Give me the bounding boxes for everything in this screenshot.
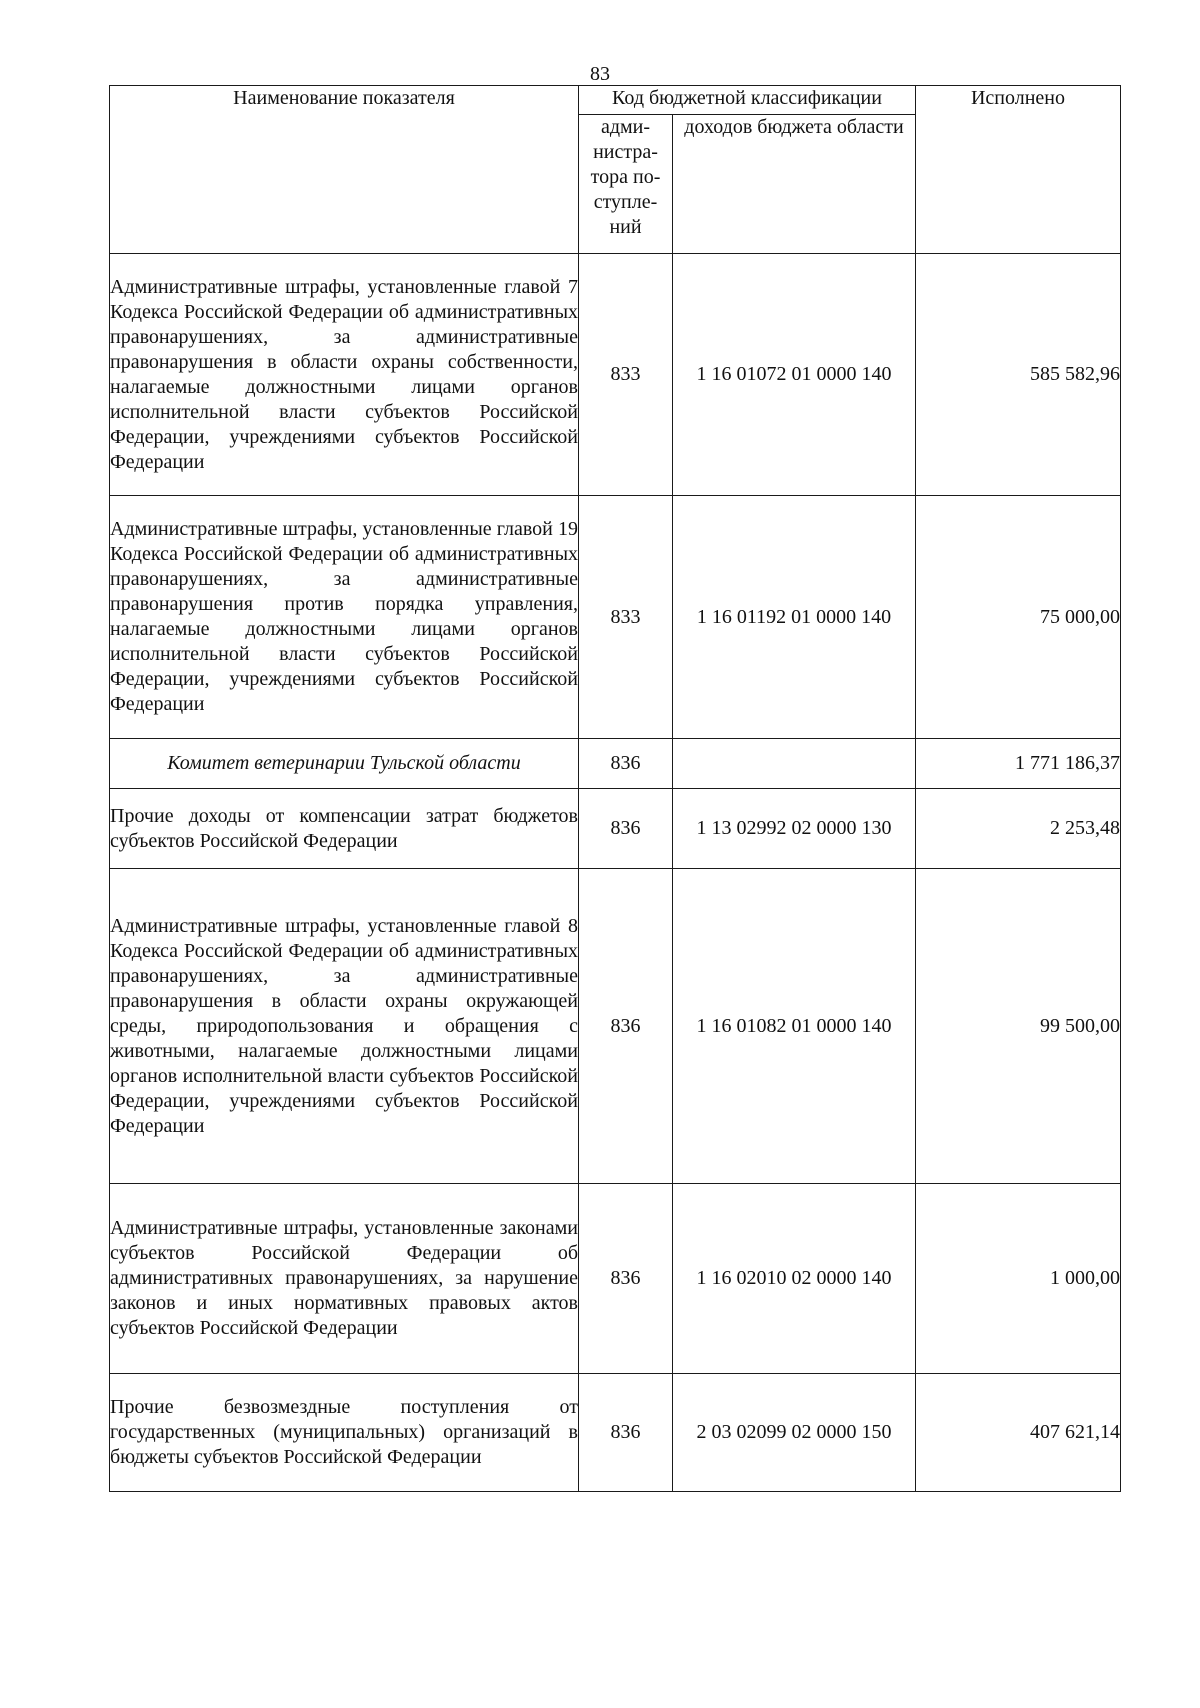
row-income-code	[673, 739, 916, 789]
header-executed: Исполнено	[916, 86, 1121, 254]
table-row	[110, 1184, 1121, 1374]
header-name: Наименование показателя	[110, 86, 579, 254]
table-row	[110, 254, 1121, 496]
row-admin-code: 836	[579, 789, 673, 869]
row-executed: 585 582,96	[916, 254, 1121, 496]
header-code-group: Код бюджетной классификации	[579, 86, 916, 115]
row-admin-code: 833	[579, 496, 673, 739]
row-income-code: 1 13 02992 02 0000 130	[673, 789, 916, 869]
row-income-code: 2 03 02099 02 0000 150	[673, 1374, 916, 1492]
row-name: Административные штрафы, установленные главой 8 Кодекса Российской Федерации об административных правонарушениях, за административные правонарушения в области охраны окружающей среды, природопользования и обращения с животными, налагаемые должностными лицами органов исполнительной власти субъектов Российской Федерации, учреждениями субъектов Российской Федерации	[110, 869, 579, 1184]
row-executed: 99 500,00	[916, 869, 1121, 1184]
row-name: Прочие безвозмездные поступления от государственных (муниципальных) организаций в бюджеты субъектов Российской Федерации	[110, 1374, 579, 1492]
header-income: доходов бюджета области	[673, 115, 916, 254]
header-admin: адми-нистра-тора по-ступле-ний	[579, 115, 673, 254]
row-name: Административные штрафы, установленные главой 7 Кодекса Российской Федерации об административных правонарушениях, за административные правонарушения в области охраны собственности, налагаемые должностными лицами органов исполнительной власти субъектов Российской Федерации, учреждениями субъектов Российской Федерации	[110, 254, 579, 496]
row-admin-code: 836	[579, 1184, 673, 1374]
row-name: Административные штрафы, установленные главой 19 Кодекса Российской Федерации об административных правонарушениях, за административные правонарушения против порядка управления, налагаемые должностными лицами органов исполнительной власти субъектов Российской Федерации, учреждениями субъектов Российской Федерации	[110, 496, 579, 739]
table-row	[110, 789, 1121, 869]
row-executed: 407 621,14	[916, 1374, 1121, 1492]
row-admin-code: 836	[579, 1374, 673, 1492]
row-name: Комитет ветеринарии Тульской области	[110, 739, 579, 789]
row-executed: 2 253,48	[916, 789, 1121, 869]
row-income-code: 1 16 01082 01 0000 140	[673, 869, 916, 1184]
row-income-code: 1 16 01192 01 0000 140	[673, 496, 916, 739]
table-row	[110, 739, 1121, 789]
row-income-code: 1 16 01072 01 0000 140	[673, 254, 916, 496]
row-executed: 75 000,00	[916, 496, 1121, 739]
row-executed: 1 000,00	[916, 1184, 1121, 1374]
row-admin-code: 836	[579, 869, 673, 1184]
budget-table	[109, 85, 1121, 1492]
row-admin-code: 833	[579, 254, 673, 496]
table-row	[110, 869, 1121, 1184]
row-executed: 1 771 186,37	[916, 739, 1121, 789]
table-row	[110, 1374, 1121, 1492]
row-admin-code: 836	[579, 739, 673, 789]
row-income-code: 1 16 02010 02 0000 140	[673, 1184, 916, 1374]
table-row	[110, 496, 1121, 739]
row-name: Административные штрафы, установленные законами субъектов Российской Федерации об административных правонарушениях, за нарушение законов и иных нормативных правовых актов субъектов Российской Федерации	[110, 1184, 579, 1374]
page-number: 83	[590, 63, 610, 85]
row-name: Прочие доходы от компенсации затрат бюджетов субъектов Российской Федерации	[110, 789, 579, 869]
